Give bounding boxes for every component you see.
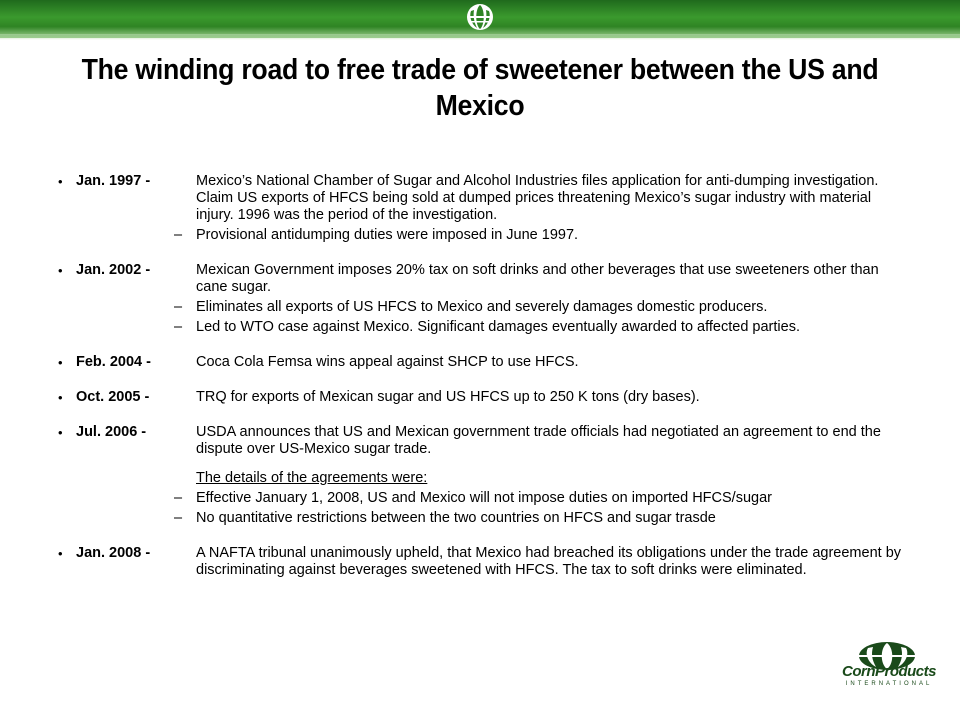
timeline-list (58, 173, 912, 597)
sub-item (62, 490, 912, 507)
entry-row (58, 545, 912, 579)
entry-row (58, 173, 912, 224)
corn-globe-icon (466, 3, 494, 31)
entry-date: Jan. 2008 - (76, 545, 151, 561)
sub-item-text: Eliminates all exports of US HFCS to Mexico and severely damages domestic producers. (196, 299, 768, 315)
bullet-icon: • (58, 546, 63, 561)
sub-item (62, 510, 912, 527)
entry-row (58, 424, 912, 458)
entry-row (58, 354, 912, 371)
logo-name: CornProducts (841, 663, 936, 680)
entry-text: USDA announces that US and Mexican government trade officials had negotiated an agreement to end the dispute over US-Mexico sugar trade. (196, 424, 881, 457)
bullet-icon: • (58, 425, 63, 440)
entry-date: Jul. 2006 - (76, 424, 147, 440)
sub-item-text: Effective January 1, 2008, US and Mexico will not impose duties on imported HFCS/sugar (196, 490, 772, 506)
dash-icon: – (174, 227, 183, 243)
sub-item (62, 299, 912, 316)
sub-item-text: Provisional antidumping duties were imposed in June 1997. (196, 227, 579, 243)
sub-item-text: Led to WTO case against Mexico. Significant damages eventually awarded to affected parties. (196, 319, 800, 335)
logo-subtitle: INTERNATIONAL (845, 681, 933, 687)
bullet-icon: • (58, 355, 63, 370)
entry-date: Jan. 2002 - (76, 262, 151, 278)
entry-date: Jan. 1997 - (76, 173, 151, 189)
timeline-entry (58, 389, 912, 406)
entry-date: Feb. 2004 - (76, 354, 151, 370)
bullet-icon: • (58, 390, 63, 405)
page-title: The winding road to free trade of sweetener between the US and Mexico (81, 54, 879, 122)
sub-item-text: No quantitative restrictions between the two countries on HFCS and sugar trasde (196, 510, 716, 526)
dash-icon: – (174, 510, 183, 526)
dash-icon: – (174, 299, 183, 315)
details-heading: The details of the agreements were: (196, 470, 428, 486)
timeline-entry (58, 173, 912, 244)
entry-text: Mexican Government imposes 20% tax on soft drinks and other beverages that use sweeteners other than cane sugar. (196, 262, 879, 295)
timeline-entry (58, 262, 912, 336)
sub-item (62, 227, 912, 244)
company-logo (838, 640, 938, 690)
entry-row (58, 389, 912, 406)
bullet-icon: • (58, 263, 63, 278)
dash-icon: – (174, 490, 183, 506)
bullet-icon: • (58, 174, 63, 189)
timeline-entry (58, 545, 912, 579)
entry-row (58, 262, 912, 296)
sub-item (62, 319, 912, 336)
entry-text: TRQ for exports of Mexican sugar and US HFCS up to 250 K tons (dry bases). (196, 389, 700, 405)
entry-date: Oct. 2005 - (76, 389, 150, 405)
top-banner (0, 0, 960, 38)
timeline-entry (58, 424, 912, 527)
timeline-entry (58, 354, 912, 371)
dash-icon: – (174, 319, 183, 335)
entry-text: A NAFTA tribunal unanimously upheld, that Mexico had breached its obligations under the trade agreement by discriminating against beverages sweetened with HFCS. The tax to soft drinks were eliminated. (196, 545, 902, 578)
entry-text: Mexico’s National Chamber of Sugar and Alcohol Industries files application for anti-dumping investigation. Claim US exports of HFCS being sold at dumped prices threatening Mexico’s sugar industry with material injury. 1996 was the period of the investigation. (196, 173, 879, 223)
entry-text: Coca Cola Femsa wins appeal against SHCP to use HFCS. (196, 354, 579, 370)
